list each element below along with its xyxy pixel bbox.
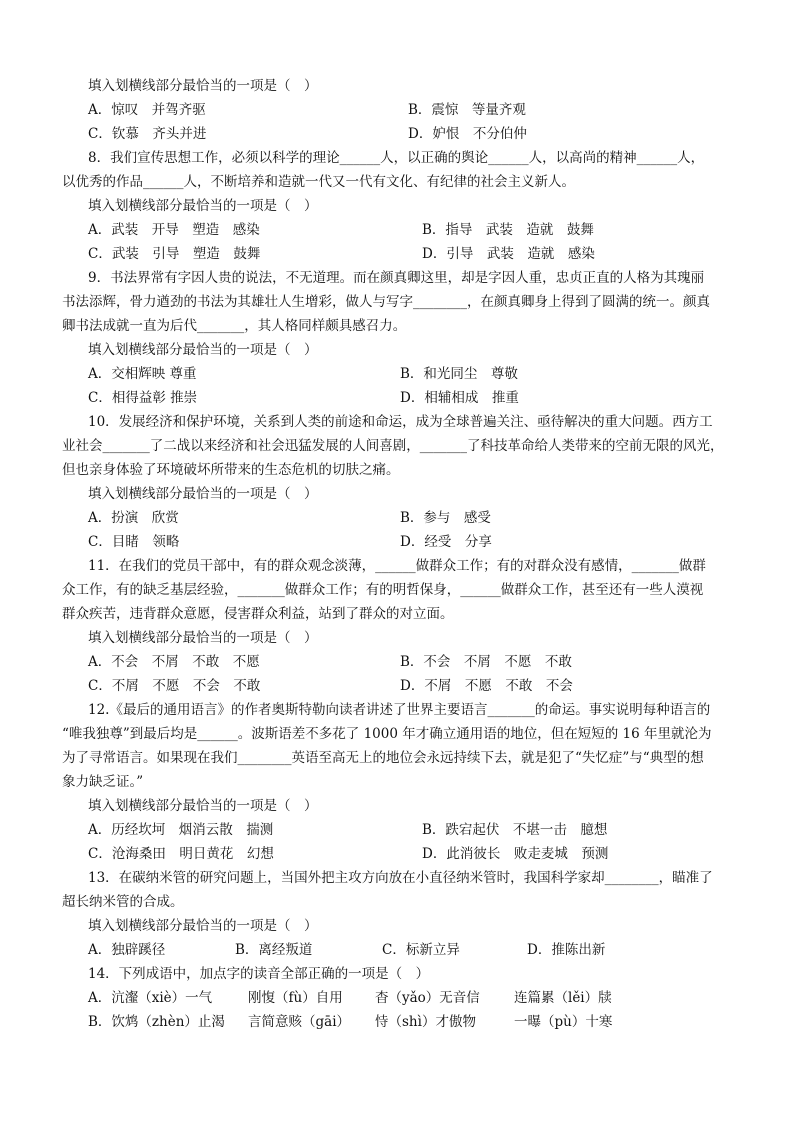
q11-option-a: A．不会 不屑 不敢 不愿 [88,654,260,670]
q9-option-a: A．交相辉映 尊重 [88,366,197,382]
q12-prompt: 填入划横线部分最恰当的一项是（ ） [88,798,318,814]
q14-row-b-item: 言简意赅（gāi） [248,1014,351,1030]
q12-stem-line: 象力缺乏证。” [62,774,144,790]
q12-option-d: D．此消彼长 败走麦城 预测 [422,846,609,862]
q13-prompt: 填入划横线部分最恰当的一项是（ ） [88,918,318,934]
q8-option-a: A．武装 开导 塑造 感染 [88,222,260,238]
q7-prompt: 填入划横线部分最恰当的一项是（ ） [88,78,318,94]
q12-stem-line: “唯我独尊”到最后均是______。波斯语差不多花了 1000 年才确立通用语的地位，但在短短的 16 年里就沦为 [62,726,712,742]
q12-option-b: B．跌宕起伏 不堪一击 臆想 [422,822,608,838]
q13-stem-line: 13．在碳纳米管的研究问题上，当国外把主攻方向放在小直径纳米管时，我国科学家却________，瞄准了 [88,870,713,886]
q13-option-a: A．独辟蹊径 [88,942,166,958]
q8-stem-line: 以优秀的作品______人，不断培养和造就一代又一代有文化、有纪律的社会主义新人。 [62,174,575,190]
q13-option-c: C．标新立异 [382,942,460,958]
q10-stem-line: 但也亲身体验了环境破坏所带来的生态危机的切肤之痛。 [62,462,400,478]
q9-stem-line: 9．书法界常有字因人贵的说法，不无道理。而在颜真卿这里，却是字因人重，忠贞正直的人格为其瑰丽 [88,270,705,286]
q13-stem-line: 超长纳米管的合成。 [62,894,184,910]
q7-option-b: B．震惊 等量齐观 [408,102,526,118]
q10-option-b: B．参与 感受 [400,510,491,526]
q10-option-c: C．目睹 领略 [88,534,180,550]
q12-stem-line: 为了寻常语言。如果现在我们________英语至高无上的地位会永远持续下去，就是犯了“失忆症”与“典型的想 [62,750,704,766]
q11-stem-line: 群众疾苦，违背群众意愿，侵害群众利益，站到了群众的对立面。 [62,606,454,622]
q9-stem-line: 书法添辉，骨力遒劲的书法为其雄壮人生增彩，做人与写字________，在颜真卿身上得到了圆满的统一。颜真 [62,294,710,310]
q11-option-c: C．不屑 不愿 不会 不敢 [88,678,261,694]
q8-option-d: D．引导 武装 造就 感染 [422,246,595,262]
q11-option-b: B．不会 不屑 不愿 不敢 [400,654,572,670]
q9-option-d: D．相辅相成 推重 [400,390,519,406]
q10-prompt: 填入划横线部分最恰当的一项是（ ） [88,486,318,502]
q9-prompt: 填入划横线部分最恰当的一项是（ ） [88,342,318,358]
q8-prompt: 填入划横线部分最恰当的一项是（ ） [88,198,318,214]
q14-row-a-item: 杳（yǎo）无音信 [375,990,480,1006]
q13-option-b: B．离经叛道 [235,942,313,958]
q12-stem-line: 12.《最后的通用语言》的作者奥斯特勒向读者讲述了世界主要语言_______的命运。事实说明每种语言的 [88,702,711,718]
q11-stem-line: 11．在我们的党员干部中，有的群众观念淡薄，______做群众工作；有的对群众没有感情，_______做群 [88,558,706,574]
q12-option-c: C．沧海桑田 明日黄花 幻想 [88,846,274,862]
q10-stem-line: 10．发展经济和保护环境，关系到人类的前途和命运，成为全球普遍关注、亟待解决的重大问题。西方工 [88,414,713,430]
q11-option-d: D．不屑 不愿 不敢 不会 [400,678,573,694]
q11-stem-line: 众工作，有的缺乏基层经验，_______做群众工作；有的明哲保身，______做群众工作，甚至还有一些人漠视 [62,582,704,598]
q8-option-b: B．指导 武装 造就 鼓舞 [422,222,594,238]
q9-option-c: C．相得益彰 推崇 [88,390,198,406]
q14-row-a-item: 刚愎（fù）自用 [248,990,343,1006]
q8-option-c: C．武装 引导 塑造 鼓舞 [88,246,261,262]
q14-row-a-item: A．沆瀣（xiè）一气 [88,990,213,1006]
q7-option-a: A．惊叹 并驾齐驱 [88,102,206,118]
q12-option-a: A．历经坎坷 烟消云散 揣测 [88,822,274,838]
q10-stem-line: 业社会_______了二战以来经济和社会迅猛发展的人间喜剧，_______了科技革命给人类带来的空前无限的风光， [62,438,724,454]
q14-row-b-item: 一曝（pù）十寒 [514,1014,613,1030]
q7-option-c: C．钦慕 齐头并进 [88,126,207,142]
q14-row-b-item: B．饮鸩（zhèn）止渴 [88,1014,225,1030]
q14-stem: 14．下列成语中，加点字的读音全部正确的一项是（ ） [88,966,430,982]
q7-option-d: D．妒恨 不分伯仲 [408,126,527,142]
q9-stem-line: 卿书法成就一直为后代_______，其人格同样颇具感召力。 [62,318,407,334]
q8-stem-line: 8．我们宣传思想工作，必须以科学的理论______人，以正确的舆论______人，以高尚的精神______人， [88,150,705,166]
q14-row-a-item: 连篇累（lěi）牍 [514,990,612,1006]
q10-option-a: A．扮演 欣赏 [88,510,179,526]
q9-option-b: B．和光同尘 尊敬 [400,366,518,382]
q11-prompt: 填入划横线部分最恰当的一项是（ ） [88,630,318,646]
q13-option-d: D．推陈出新 [527,942,606,958]
q14-row-b-item: 恃（shì）才傲物 [375,1014,476,1030]
q10-option-d: D．经受 分享 [400,534,492,550]
